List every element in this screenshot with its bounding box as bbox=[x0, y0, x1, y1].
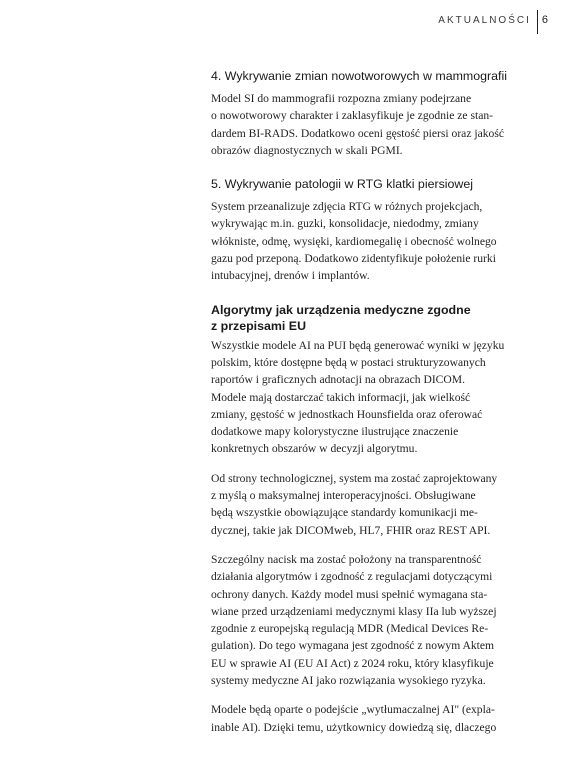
paragraph bbox=[211, 337, 523, 458]
heading-line: z przepisami EU bbox=[211, 318, 307, 333]
text-line: z myślą o maksymalnej interoperacyjności. Obsługiwane bbox=[211, 489, 476, 503]
text-line: obrazów diagnostycznych w skali PGMI. bbox=[211, 143, 403, 157]
section-chest-xray bbox=[211, 176, 523, 284]
text-line: zmiany, gęstość w jednostkach Hounsfielda oraz oferować bbox=[211, 407, 483, 421]
text-line: Modele będą oparte o podejście „wytłumaczalnej AI" (expla- bbox=[211, 703, 495, 717]
text-line: ochrony danych. Każdy model musi spełnić wymagana sta- bbox=[211, 587, 488, 601]
heading-line: Algorytmy jak urządzenia medyczne zgodne bbox=[211, 302, 471, 317]
text-line: Szczególny nacisk ma zostać położony na transparentność bbox=[211, 552, 482, 566]
section-heading: 5. Wykrywanie patologii w RTG klatki piersiowej bbox=[211, 177, 474, 192]
section-mammography bbox=[211, 68, 523, 159]
section-heading: 4. Wykrywanie zmian nowotworowych w mammografii bbox=[211, 69, 507, 83]
paragraph bbox=[211, 551, 523, 689]
text-line: działania algorytmów i zgodność z regulacjami dotyczącymi bbox=[211, 570, 493, 584]
text-line: Wszystkie modele AI na PUI będą generować wyniki w języku bbox=[211, 338, 505, 352]
text-line: konkretnych obszarów w decyzji algorytmu. bbox=[211, 442, 418, 456]
text-line: System przeanalizuje zdjęcia RTG w różnych projekcjach, bbox=[211, 200, 483, 214]
text-line: włókniste, odmę, wysięki, kardiomegalię i obecność wolnego bbox=[211, 234, 497, 248]
paragraph bbox=[211, 470, 523, 539]
text-line: dodatkowe mapy kolorystyczne ilustrujące znaczenie bbox=[211, 425, 459, 439]
text-line: inable AI). Dzięki temu, użytkownicy dowiedzą się, dlaczego bbox=[211, 720, 497, 734]
text-line: o nowotworowy charakter i zaklasyfikuje je zgodnie ze stan- bbox=[211, 109, 494, 123]
section-title: AKTUALNOŚCI bbox=[438, 14, 531, 26]
text-line: gazu pod przeponą. Dodatkowo zidentyfikuje położenie rurki bbox=[211, 252, 496, 266]
paragraph bbox=[211, 701, 523, 736]
text-line: intubacyjnej, drenów i implantów. bbox=[211, 269, 370, 283]
text-line: zgodnie z europejską regulacją MDR (Medical Devices Re- bbox=[211, 622, 489, 636]
text-line: wiane przed urządzeniami medycznymi klasy IIa lub wyższej bbox=[211, 604, 497, 618]
paragraph bbox=[211, 198, 523, 284]
subsection-heading bbox=[211, 302, 523, 334]
text-line: będą wszystkie obowiązujące standardy komunikacji me- bbox=[211, 506, 478, 520]
text-line: Model SI do mammografii rozpozna zmiany podejrzane bbox=[211, 92, 472, 105]
text-line: dycznej, takie jak DICOMweb, HL7, FHIR oraz REST API. bbox=[211, 523, 491, 537]
text-line: Od strony technologicznej, system ma zostać zaprojektowany bbox=[211, 471, 498, 485]
text-line: polskim, które dostępne będą w postaci strukturyzowanych bbox=[211, 355, 486, 369]
text-line: dardem BI-RADS. Dodatkowo oceni gęstość piersi oraz jakość bbox=[211, 126, 504, 140]
article-body bbox=[211, 68, 523, 748]
text-line: systemy medyczne AI jako rozwiązania wysokiego ryzyka. bbox=[211, 674, 486, 688]
running-header bbox=[438, 6, 548, 34]
text-line: wykrywając m.in. guzki, konsolidacje, niedodmy, zmiany bbox=[211, 217, 479, 231]
page-number: 6 bbox=[541, 14, 548, 26]
subsection-medical-devices bbox=[211, 302, 523, 736]
text-line: EU w sprawie AI (EU AI Act) z 2024 roku, który klasyfikuje bbox=[211, 656, 494, 670]
text-line: Modele mają dostarczać takich informacji, jak wielkość bbox=[211, 390, 471, 404]
paragraph bbox=[211, 90, 523, 159]
text-line: raportów i graficznych adnotacji na obrazach DICOM. bbox=[211, 373, 465, 387]
text-line: gulation). Do tego wymagana jest zgodność z nowym Aktem bbox=[211, 639, 495, 653]
